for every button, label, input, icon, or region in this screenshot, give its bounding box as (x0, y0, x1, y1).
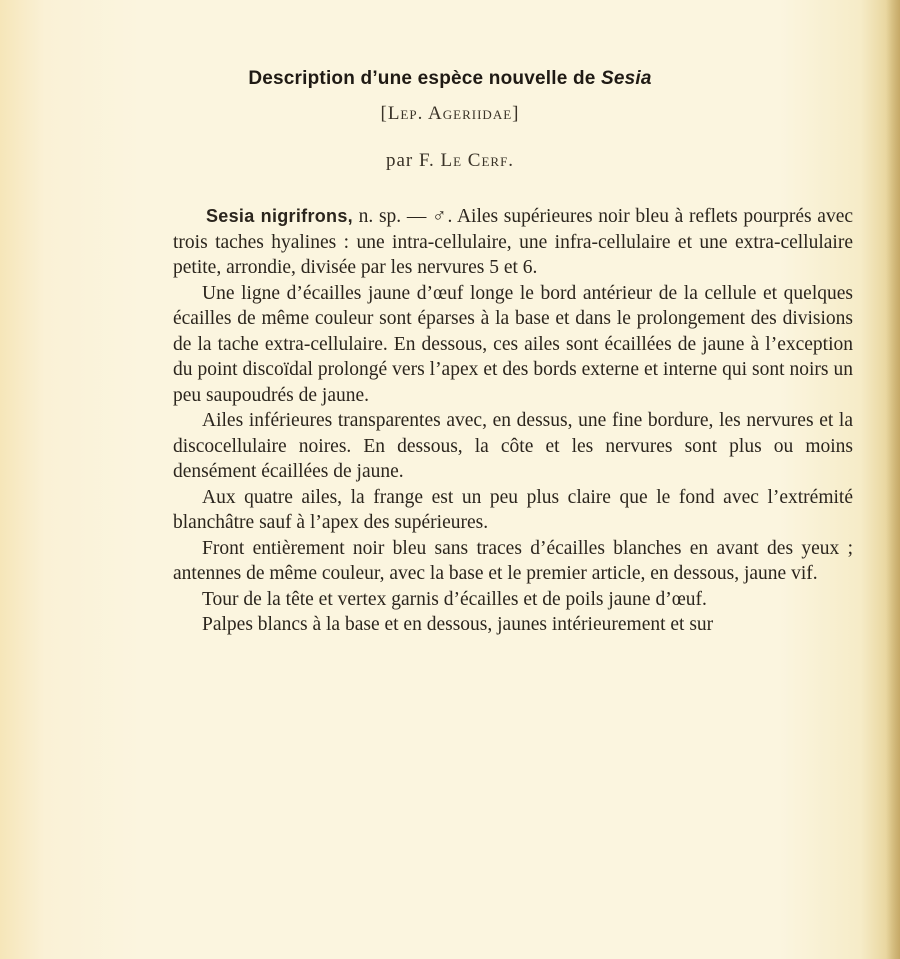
article-body (173, 204, 853, 638)
paragraph: Front entièrement noir bleu sans traces d’écailles blanches en avant des yeux ; antennes de même couleur, avec la base et le premier article, en dessous, jaune vif. (173, 537, 853, 584)
title-genus: Sesia (601, 68, 652, 89)
author-name: Le Cerf. (440, 150, 515, 171)
title-prefix: Description d’une espèce nouvelle de (248, 68, 601, 89)
author-line (0, 150, 900, 172)
page-edge-shadow (886, 0, 900, 959)
paragraph: Ailes inférieures transparentes avec, en dessus, une fine bordure, les nervures et la discocellulaire noires. En dessous, la côte et les nervures sont plus ou moins densément écaillées de jaune. (173, 410, 853, 482)
paragraph: Tour de la tête et vertex garnis d’écailles et de poils jaune d’œuf. (202, 588, 707, 610)
family-line: [Lep. Ageriidae] (380, 103, 520, 124)
paragraph: Aux quatre ailes, la frange est un peu plus claire que le fond avec l’extrémité blanchâtre sauf à l’apex des supérieures. (173, 486, 853, 533)
paragraph-text: n. sp. — ♂. Ailes supérieures noir bleu à reflets pourprés avec trois taches hyalines : une intra-cellulaire, une infra-cellulaire et une extra-cellulaire petite, arrondie, divisée par les nervures 5 et 6. (173, 206, 854, 278)
paragraph: Une ligne d’écailles jaune d’œuf longe le bord antérieur de la cellule et quelques écailles de même couleur sont éparses à la base et dans le prolongement des divisions de la tache extra-cellulaire. En dessous, ces ailes sont écaillées de jaune à l’exception du point discoïdal prolongé vers l’apex et des bords externe et interne qui sont noirs un peu saupoudrés de jaune. (173, 282, 853, 406)
paragraph (173, 204, 853, 281)
article-title (0, 68, 900, 90)
paragraph: Palpes blancs à la base et en dessous, jaunes intérieurement et sur (202, 614, 714, 635)
species-name: Sesia nigrifrons, (206, 206, 353, 226)
author-prefix: par F. (385, 150, 441, 171)
